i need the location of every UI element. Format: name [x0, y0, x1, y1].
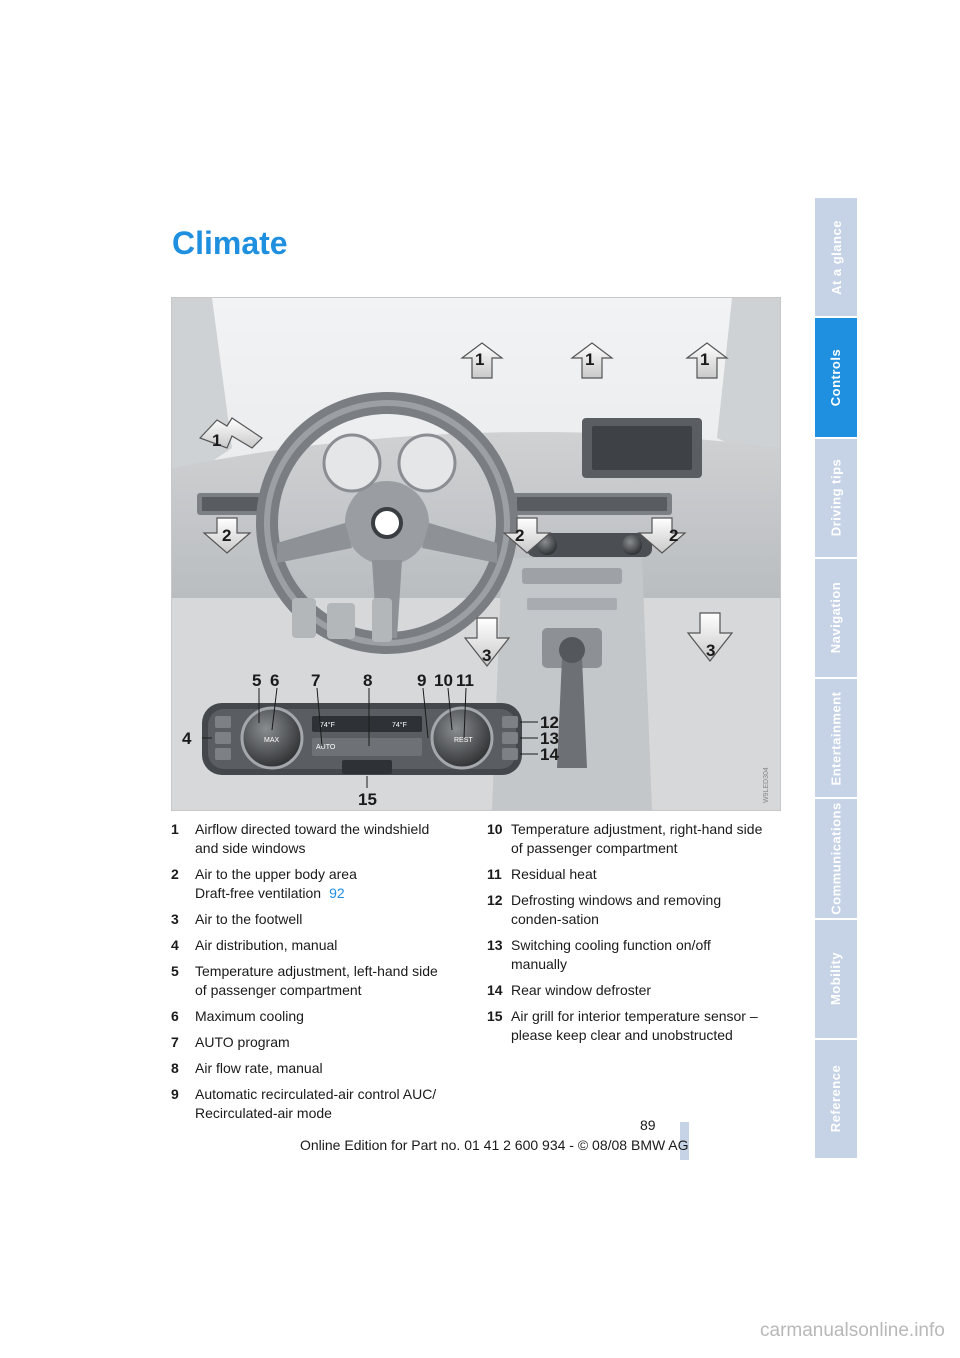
tab-at-a-glance[interactable]: [815, 198, 857, 318]
callout-1d: 1: [212, 431, 222, 450]
rest-label: REST: [454, 737, 473, 744]
callout-1b: 1: [585, 350, 595, 369]
tab-communications[interactable]: [815, 799, 857, 919]
tab-label: Mobility: [828, 952, 844, 1006]
legend-text: Defrosting windows and removing conden-sation: [511, 892, 722, 927]
legend-item: [487, 981, 767, 1000]
legend-text: AUTO program: [195, 1034, 290, 1050]
tab-label: Controls: [828, 348, 844, 407]
callout-7: 7: [311, 671, 321, 690]
legend-text: Air to the footwell: [195, 911, 303, 927]
legend-number: 4: [171, 937, 179, 953]
callout-11: 11: [456, 671, 474, 690]
figure-ref-code: W9LED304: [763, 767, 770, 803]
legend-number: 15: [487, 1008, 503, 1024]
callout-1a: 1: [475, 350, 485, 369]
legend-item: [171, 1085, 451, 1123]
legend-text: Maximum cooling: [195, 1008, 304, 1024]
page-title: Climate: [172, 225, 288, 261]
legend-text: Air distribution, manual: [195, 937, 338, 953]
legend-item: [171, 936, 451, 955]
tab-label: At a glance: [828, 219, 844, 295]
tab-entertainment[interactable]: [815, 679, 857, 799]
callout-1c: 1: [700, 350, 710, 369]
callout-2c: 2: [669, 526, 679, 545]
legend-text: Automatic recirculated-air control AUC/ Recirculated-air mode: [195, 1086, 437, 1121]
max-label: MAX: [264, 737, 280, 744]
callout-13: 13: [540, 729, 559, 748]
footer-edition-text: Online Edition for Part no. 01 41 2 600 934 - © 08/08 BMW AG: [300, 1137, 689, 1153]
tab-label: Reference: [828, 1065, 844, 1133]
legend-text: Switching cooling function on/off manually: [511, 937, 711, 972]
legend-item: [171, 820, 451, 858]
legend-text: Rear window defroster: [511, 982, 652, 998]
legend-number: 6: [171, 1008, 179, 1024]
legend-text: Air grill for interior temperature sensor – please keep clear and unobstructed: [511, 1008, 758, 1043]
legend-text-secondary: Draft-free ventilation: [195, 885, 322, 901]
legend-item: [171, 1059, 451, 1078]
callout-2b: 2: [515, 526, 525, 545]
legend-number: 3: [171, 911, 179, 927]
legend-text: Temperature adjustment, right-hand side of passenger compartment: [511, 821, 763, 856]
left-temp-readout: 74°F: [320, 722, 335, 729]
tab-label: Navigation: [828, 582, 844, 654]
legend-item: [171, 910, 451, 929]
right-temp-readout: 74°F: [392, 722, 407, 729]
legend-item: [487, 865, 767, 884]
callout-3b: 3: [706, 641, 716, 660]
climate-dashboard-illustration: [171, 297, 781, 811]
dashboard-drawing: [172, 298, 780, 810]
legend-number: 8: [171, 1060, 179, 1076]
callout-15: 15: [358, 790, 377, 809]
callout-10: 10: [434, 671, 453, 690]
callout-5: 5: [252, 671, 262, 690]
legend-item: [171, 962, 451, 1000]
callout-12: 12: [540, 713, 559, 732]
legend-number: 1: [171, 821, 179, 837]
legend-item: [171, 1007, 451, 1026]
legend-text: Airflow directed toward the windshield and side windows: [195, 821, 430, 856]
legend-number: 10: [487, 821, 503, 837]
tab-mobility[interactable]: [815, 920, 857, 1040]
legend-item: [171, 865, 451, 903]
page-number: 89: [640, 1117, 656, 1133]
tab-label: Communications: [828, 802, 844, 915]
legend-right-column: [487, 820, 767, 1052]
callout-2a: 2: [222, 526, 232, 545]
legend-number: 7: [171, 1034, 179, 1050]
legend-item: [487, 936, 767, 974]
legend-item: [487, 1007, 767, 1045]
legend-text: Air to the upper body area: [195, 866, 357, 882]
legend-text: Residual heat: [511, 866, 597, 882]
tab-label: Entertainment: [828, 691, 844, 786]
watermark: carmanualsonline.info: [760, 1320, 945, 1341]
callout-8: 8: [363, 671, 373, 690]
legend-left-column: [171, 820, 451, 1130]
legend-number: 13: [487, 937, 503, 953]
legend-number: 5: [171, 963, 179, 979]
legend-item: [487, 891, 767, 929]
legend-number: 12: [487, 892, 503, 908]
page-reference-link[interactable]: 92: [329, 885, 345, 901]
tab-driving-tips[interactable]: [815, 439, 857, 559]
legend-text: Temperature adjustment, left-hand side of passenger compartment: [195, 963, 438, 998]
legend-item: [171, 1033, 451, 1052]
legend-text: Air flow rate, manual: [195, 1060, 323, 1076]
legend-text-block: [195, 865, 451, 903]
tab-reference[interactable]: [815, 1040, 857, 1160]
legend-number: 9: [171, 1086, 179, 1102]
callout-6: 6: [270, 671, 280, 690]
tab-label: Driving tips: [828, 458, 844, 537]
legend-number: 2: [171, 866, 179, 882]
callout-3a: 3: [482, 646, 492, 665]
callout-9: 9: [417, 671, 427, 690]
legend-number: 11: [487, 866, 502, 882]
callout-14: 14: [540, 745, 559, 764]
legend-item: [487, 820, 767, 858]
auto-label: AUTO: [316, 744, 336, 751]
tab-controls[interactable]: [815, 318, 857, 438]
legend-number: 14: [487, 982, 503, 998]
chapter-tabs: [815, 198, 857, 1160]
callout-4: 4: [182, 729, 192, 748]
tab-navigation[interactable]: [815, 559, 857, 679]
